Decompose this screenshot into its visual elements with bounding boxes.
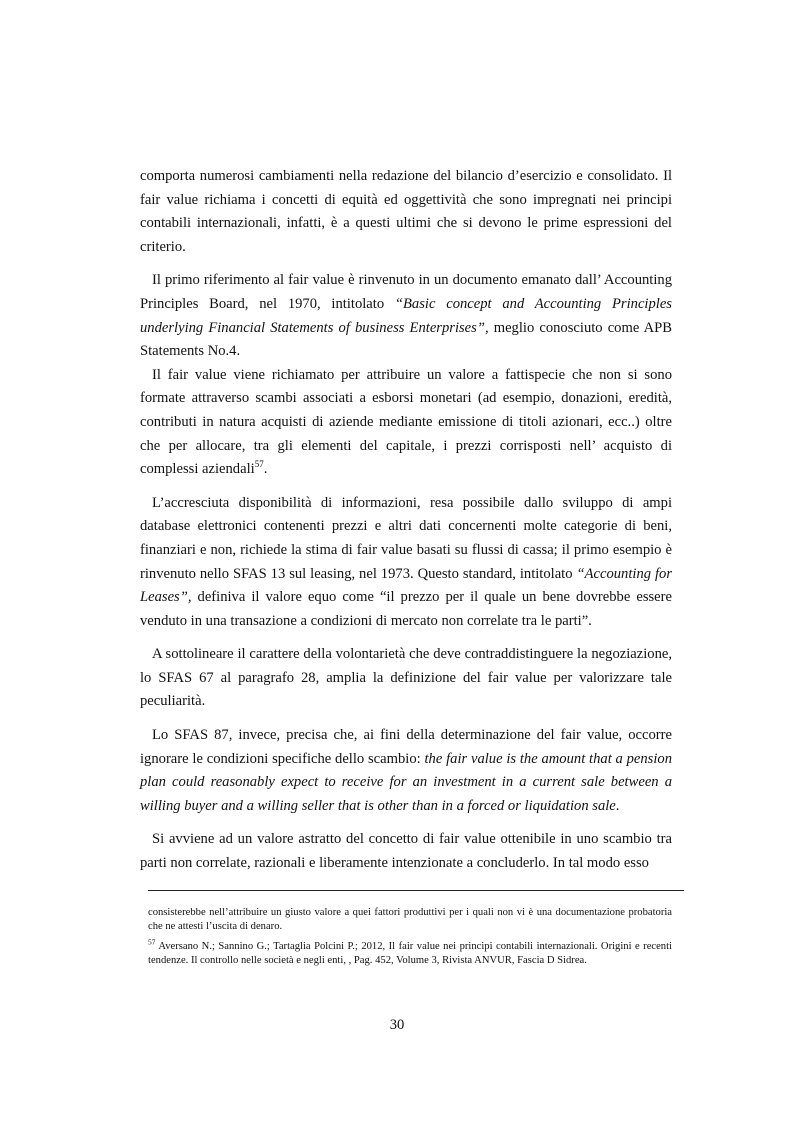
paragraph-2 bbox=[140, 269, 672, 363]
paragraph-3-text-b: . bbox=[263, 461, 268, 478]
paragraph-4 bbox=[140, 492, 672, 634]
paragraph-2-text-b: meglio conosciuto come APB Statements No.4. bbox=[140, 319, 672, 360]
footnote-57-number: 57 bbox=[148, 937, 156, 947]
paragraph-4-text-b: definiva il valore equo come “il prezzo per il quale un bene dovrebbe essere venduto in una transazione a condizioni di mercato non correlate tra le parti”. bbox=[140, 589, 672, 629]
footnote-continued: consisterebbe nell’attribuire un giusto valore a quei fattori produttivi per i quali non vi è una documentazione probatoria che ne attesti l’uscita di denaro. bbox=[148, 907, 672, 932]
paragraph-6-text-b: . bbox=[615, 797, 620, 814]
paragraph-5: A sottolineare il carattere della volontarietà che deve contraddistinguere la negoziazione, lo SFAS 67 al paragrafo 28, amplia la definizione del fair value per valorizzare tale peculiarità. bbox=[140, 646, 672, 710]
paragraph-7: Si avviene ad un valore astratto del concetto di fair value ottenibile in uno scambio tra parti non correlate, razionali e liberamente intenzionate a concluderlo. In tal modo esso bbox=[140, 831, 672, 872]
paragraph-4-text-a: L’accresciuta disponibilità di informazioni, resa possibile dallo sviluppo di ampi database elettronici contenenti prezzi e altri dati concernenti molte categorie di beni, finanziari e non, richiede la stima di fair value basati su flussi di cassa; il primo esempio è rinvenuto nello SFAS 13 sul leasing, nel 1973. Questo standard, intitolato bbox=[140, 494, 672, 582]
paragraph-2-text-a: Il primo riferimento al fair value è rinvenuto in un documento emanato dall’ Accounting Principles Board, nel 1970, intitolato bbox=[140, 272, 672, 312]
paragraph-3 bbox=[140, 364, 672, 482]
paragraph-6-text-a: Lo SFAS 87, invece, precisa che, ai fini della determinazione del fair value, occorre ignorare le condizioni specifiche dello scambio: bbox=[140, 727, 672, 767]
footnote-57-text: Aversano N.; Sannino G.; Tartaglia Polcini P.; 2012, Il fair value nei principi contabili internazionali. Origini e recenti tendenze. Il controllo nelle società e negli enti, , Pag. 452, Volume 3, Rivista ANVUR, Fascia D Sidrea. bbox=[148, 941, 672, 966]
paragraph-2-title: “Basic concept and Accounting Principles underlying Financial Statements of business Enterprises”, bbox=[140, 295, 672, 336]
page-number: 30 bbox=[389, 1017, 405, 1033]
paragraph-6-quote: the fair value is the amount that a pension plan could reasonably expect to receive for an investment in a current sale between a willing buyer and a willing seller that is other than in a forced or liquidation sale bbox=[140, 750, 673, 814]
paragraph-1: comporta numerosi cambiamenti nella redazione del bilancio d’esercizio e consolidato. Il fair value richiama i concetti di equità ed oggettività che sono impregnati nei principi contabili internazionali, infatti, è a questi ultimi che si devono le prime espressioni del criterio. bbox=[140, 168, 672, 255]
paragraph-4-title: “Accounting for Leases”, bbox=[140, 565, 673, 606]
footnote-divider bbox=[148, 890, 684, 891]
body-text bbox=[140, 165, 672, 886]
paragraph-3-text-a: Il fair value viene richiamato per attribuire un valore a fattispecie che non si sono formate attraverso scambi associati a esborsi monetari (ad esempio, donazioni, eredità, contributi in natura acquisti di aziende mediante emissione di titoli azionari, ecc..) oltre che per allocare, tra gli elementi del capitale, i prezzi corrisposti nell’ acquisto di complessi aziendali bbox=[140, 366, 672, 478]
footnote-57 bbox=[148, 937, 672, 968]
footnote-ref-57: 57 bbox=[254, 459, 264, 470]
paragraph-6 bbox=[140, 724, 672, 818]
